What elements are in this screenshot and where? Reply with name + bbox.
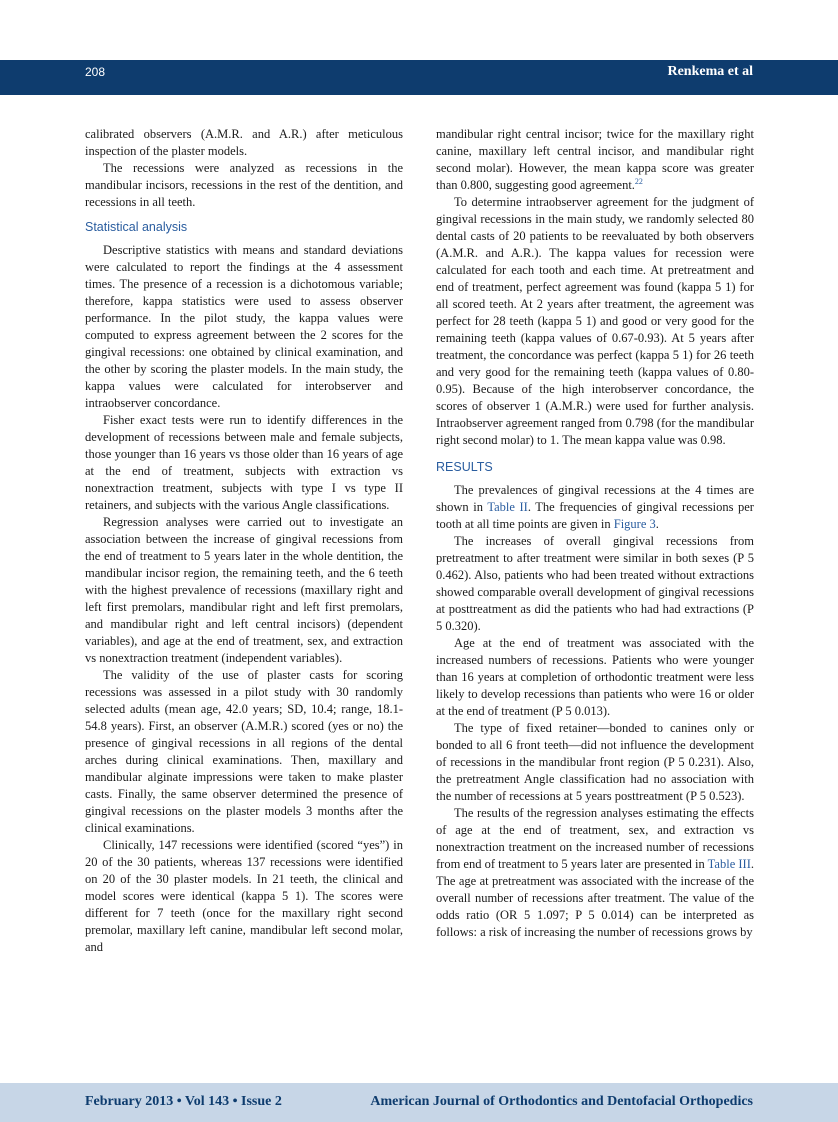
paragraph-recessions: The recessions were analyzed as recessions in the mandibular incisors, recessions in the rest of the dentition, and recessions in all teeth. <box>85 161 403 209</box>
paragraph-regression-results <box>436 805 754 941</box>
prevalences-text-b: . The frequencies of gingival recessions per tooth at all time points are given in <box>436 500 754 531</box>
paragraph-age: Age at the end of treatment was associated with the increased numbers of recessions. Patients who were younger than 16 years at completion of orthodontic treatment were less likely to develop recessions than patients who were 16 or older at the end of treatment (P 5 0.013). <box>436 636 754 718</box>
heading-results: RESULTS <box>436 460 493 474</box>
footer-journal: American Journal of Orthodontics and Dentofacial Orthopedics <box>370 1094 753 1109</box>
paragraph-intraobserver: To determine intraobserver agreement for the judgment of gingival recessions in the main study, we randomly selected 80 dental casts of 20 patients to be reevaluated by both observers (A.M.R. and A.R.). The kappa values for recession were calculated for each tooth and each time. At pretreatment and end of treatment, perfect agreement was found (kappa 5 1) for all scored teeth. At 2 years after treatment, the agreement was perfect for 28 teeth (kappa 5 1) and good or very good for the remaining teeth (kappa values of 0.67-0.93). At 5 years after treatment, the concordance was perfect (kappa 5 1) for 26 teeth and very good for the remaining teeth (kappa values of 0.80-0.95). Because of the high interobserver concordance, the scores of observer 1 (A.M.R.) were used for further analysis. Intraobserver agreement ranged from 0.798 (for the mandibular right second molar) to 1. The mean kappa value was 0.98. <box>436 195 754 447</box>
paragraph-validity: The validity of the use of plaster casts for scoring recessions was assessed in a pilot study with 30 randomly selected adults (mean age, 42.0 years; SD, 10.4; range, 18.1-54.8 years). First, an observer (A.M.R.) scored (yes or no) the presence of gingival recessions in all regions of the dental arches during clinical examinations. Then, maxillary and mandibular alginate impressions were taken to make plaster casts. Finally, the same observer determined the presence of gingival recessions on the plaster models 3 months after the clinical examinations. <box>85 668 403 835</box>
table-ii-link[interactable]: Table II <box>487 500 528 514</box>
reference-22[interactable]: 22 <box>634 176 643 186</box>
paragraph-prevalences <box>436 482 754 533</box>
paragraph-fisher: Fisher exact tests were run to identify differences in the development of recessions between male and female subjects, those younger than 16 years vs those older than 16 years of age at the end of treatment, subjects with extraction vs nonextraction treatment, subjects with type I vs type II retainers, and subjects with the various Angle classifications. <box>85 413 403 512</box>
prevalences-text-a: The prevalences of gingival recessions at the 4 times are shown in <box>436 483 754 514</box>
results-text-a: The results of the regression analyses estimating the effects of age at the end of treatment, sex, and extraction vs nonextraction treatment on the increased number of recessions from end of treatment to 5 years later are presented in <box>436 806 754 871</box>
running-head: Renkema et al <box>667 64 753 79</box>
heading-statistical-analysis: Statistical analysis <box>85 220 188 234</box>
footer-bar <box>0 1083 838 1122</box>
paragraph-increases: The increases of overall gingival recessions from pretreatment to after treatment were similar in both sexes (P 5 0.462). Also, patients who had been treated without extractions showed comparable overall development of gingival recessions at posttreatment as did the patients who had had extractions (P 5 0.320). <box>436 534 754 633</box>
paragraph-continuation-right <box>436 126 754 194</box>
continuation-text: mandibular right central incisor; twice for the maxillary right canine, maxillary left central incisor, and mandibular right second molar). However, the mean kappa score was greater than 0.800, suggesting good agreement. <box>436 127 754 192</box>
paragraph-continuation: calibrated observers (A.M.R. and A.R.) after meticulous inspection of the plaster models. <box>85 127 403 158</box>
figure-3-link[interactable]: Figure 3 <box>613 517 656 531</box>
paragraph-regression: Regression analyses were carried out to investigate an association between the increase of gingival recessions from the end of treatment to 5 years later in the whole dentition, the mandibular incisor region, the remaining teeth, and the 6 teeth with the highest prevalence of recessions (maxillary right and left first premolars, mandibular right and left first premolars, and mandibular right and left central incisors) (dependent variables), and age at the end of treatment, sex, and extraction vs nonextraction treatment (independent variables). <box>85 515 403 665</box>
paragraph-descriptive: Descriptive statistics with means and standard deviations were calculated to report the findings at the 4 assessment times. The presence of a recession is a dichotomous variable; therefore, kappa statistics were used to assess observer performance. In the pilot study, the kappa values were computed to express agreement between the 2 scores for the gingival recessions: one obtained by clinical examination, and the other by scoring the plaster models. In the main study, the kappa values were calculated for interobserver and intraobserver concordance. <box>85 243 403 410</box>
prevalences-text-c: . <box>655 517 659 531</box>
table-iii-link[interactable]: Table III <box>707 857 751 871</box>
header-bar <box>0 60 838 95</box>
paragraph-clinically: Clinically, 147 recessions were identified (scored “yes”) in 20 of the 30 patients, whereas 137 recessions were identified on 20 of the 30 plaster models. In 21 teeth, the clinical and model scores were identical (kappa 5 1). The scores were different for 7 teeth (once for the maxillary right second premolar, maxillary left canine, mandibular left second molar, and <box>85 838 403 954</box>
page-number: 208 <box>85 65 106 79</box>
footer-issue: February 2013 • Vol 143 • Issue 2 <box>85 1094 282 1109</box>
results-text-b: . The age at pretreatment was associated with the increase of the overall number of recessions after treatment. The value of the odds ratio (OR 5 1.097; P 5 0.014) can be interpreted as follows: a risk of increasing the number of recessions grows by <box>436 857 755 939</box>
paragraph-retainer-type: The type of fixed retainer—bonded to canines only or bonded to all 6 front teeth—did not influence the development of recessions in the mandibular front region (P 5 0.231). Also, the pretreatment Angle classification had no association with the number of recessions at 5 years posttreatment (P 5 0.523). <box>436 721 754 803</box>
right-column <box>436 126 754 941</box>
left-column <box>85 126 403 956</box>
